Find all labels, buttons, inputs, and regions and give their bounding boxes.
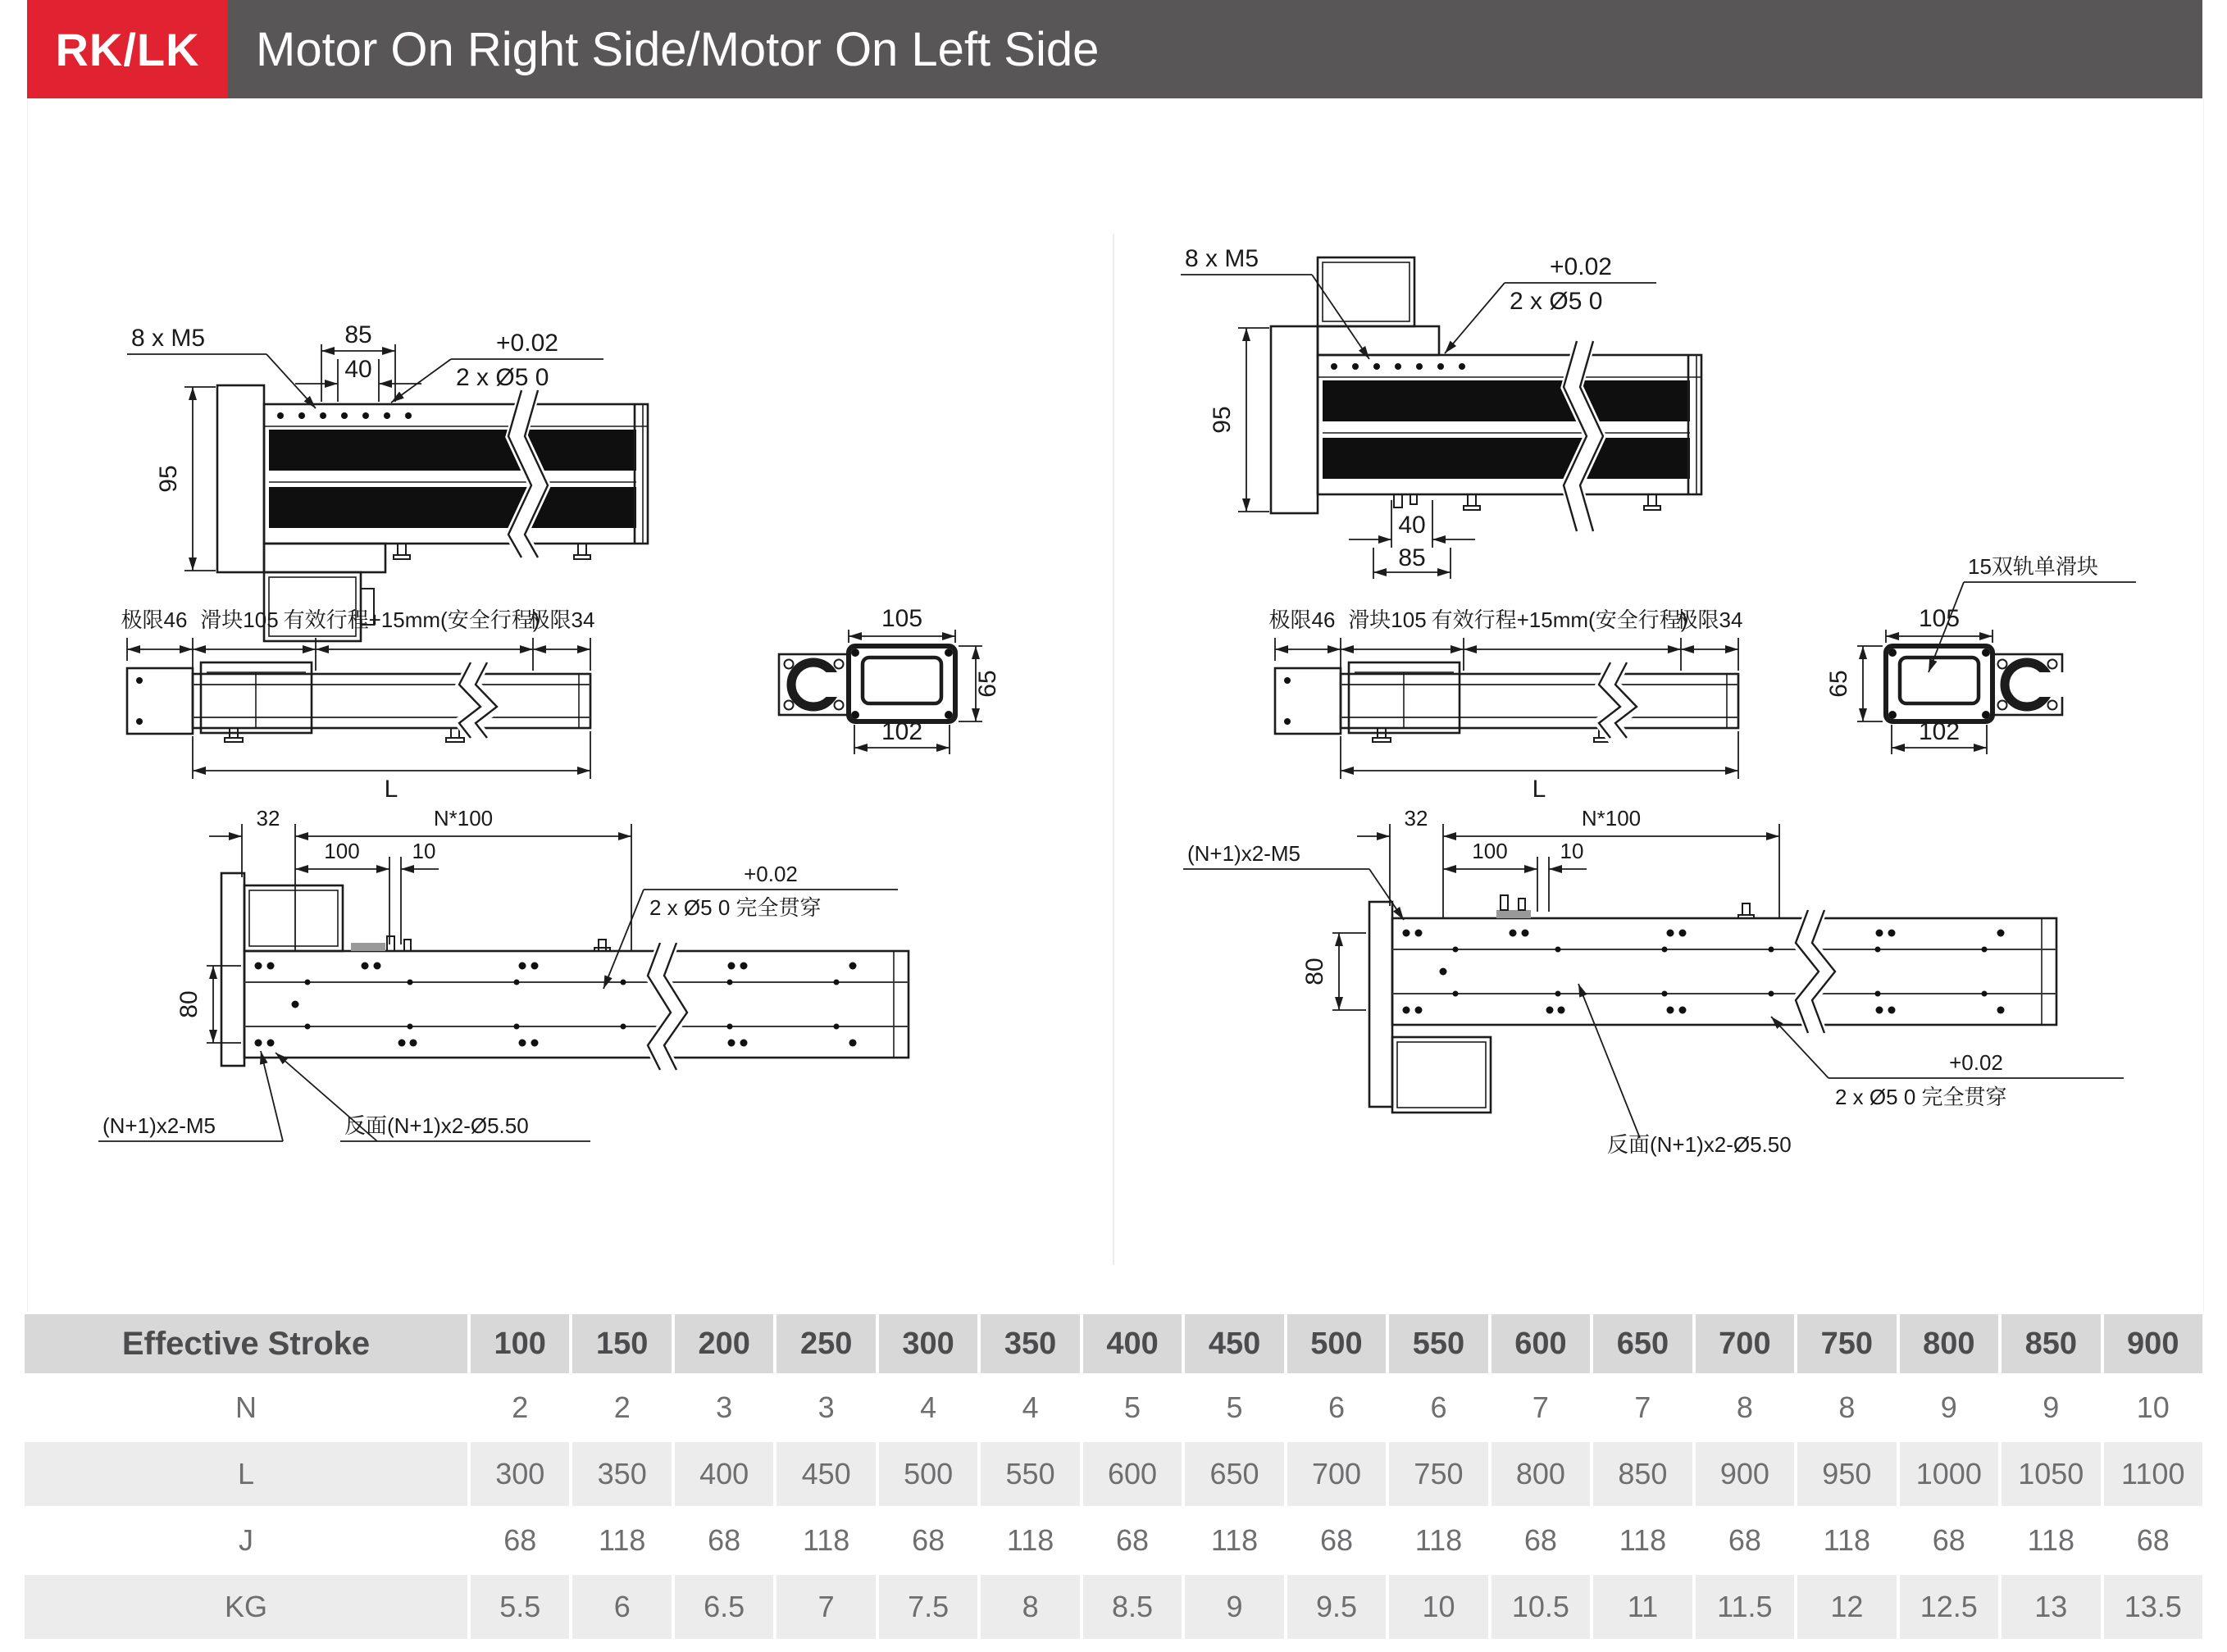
m5-holes-label: 8 x M5 [1185, 245, 1259, 272]
table-cell: 6.5 [675, 1575, 773, 1639]
stroke-header-cell: 850 [2002, 1314, 2100, 1373]
table-cell: 900 [1696, 1442, 1794, 1506]
series-badge: RK/LK [27, 0, 228, 98]
dim-65-label: 65 [1825, 670, 1852, 698]
dim-100-label: 100 [1472, 839, 1508, 863]
table-cell: 11.5 [1696, 1575, 1794, 1639]
table-cell: 5 [1083, 1376, 1182, 1440]
table-cell: 9 [2002, 1376, 2100, 1440]
dim-10-label: 10 [412, 839, 436, 863]
table-cell: 68 [879, 1509, 977, 1572]
table-cell: 6 [1389, 1376, 1487, 1440]
tolerance-label: +0.02 [496, 330, 558, 357]
row-label: J [25, 1509, 467, 1572]
table-cell: 68 [2104, 1509, 2202, 1572]
table-cell: 1050 [2002, 1442, 2100, 1506]
table-cell: 68 [1696, 1509, 1794, 1572]
cross-section [779, 605, 1001, 754]
m5-pattern-label: (N+1)x2-M5 [1187, 841, 1300, 866]
tolerance-label: +0.02 [1949, 1050, 2003, 1075]
table-cell: 1000 [1900, 1442, 1998, 1506]
table-cell: 8 [1797, 1376, 1896, 1440]
table-cell: 118 [981, 1509, 1079, 1572]
table-cell: 8 [1696, 1376, 1794, 1440]
dim-32-label: 32 [1404, 806, 1428, 831]
stroke-header-cell: 250 [776, 1314, 875, 1373]
back-holes-label: 反面(N+1)x2-Ø5.50 [344, 1113, 529, 1138]
top-view [127, 321, 648, 641]
table-cell: 118 [1593, 1509, 1692, 1572]
row-label: KG [25, 1575, 467, 1639]
table-cell: 600 [1083, 1442, 1182, 1506]
effective-stroke-label: 有效行程+15mm(安全行程) [1431, 608, 1688, 632]
dim-100-label: 100 [324, 839, 360, 863]
table-cell: 6 [572, 1575, 671, 1639]
tolerance-label: +0.02 [744, 862, 798, 886]
limit-46-label: 极限46 [121, 608, 188, 632]
mounting-view [1183, 806, 2124, 1157]
table-cell: 118 [776, 1509, 875, 1572]
stroke-header-cell: 400 [1083, 1314, 1182, 1373]
stroke-header-cell: 500 [1287, 1314, 1386, 1373]
dim-102-label: 102 [1918, 718, 1961, 745]
table-cell: 8.5 [1083, 1575, 1182, 1639]
back-holes-label: 反面(N+1)x2-Ø5.50 [1607, 1132, 1792, 1157]
table-cell: 13 [2002, 1575, 2100, 1639]
table-cell: 13.5 [2104, 1575, 2202, 1639]
side-view [121, 608, 595, 803]
dim-10-label: 10 [1560, 839, 1584, 863]
table-cell: 7 [1593, 1376, 1692, 1440]
stroke-header-cell: 450 [1185, 1314, 1283, 1373]
dowel-hole-label: 2 x Ø5 0 [1510, 288, 1603, 315]
cross-section [1825, 554, 2136, 754]
dual-rail-slider-label: 15双轨单滑块 [1968, 554, 2098, 579]
table-cell: 68 [1083, 1509, 1182, 1572]
table-cell: 7.5 [879, 1575, 977, 1639]
m5-holes-label: 8 x M5 [131, 325, 206, 352]
table-cell: 9.5 [1287, 1575, 1386, 1639]
stroke-header-cell: 100 [471, 1314, 569, 1373]
table-cell: 500 [879, 1442, 977, 1506]
table-cell: 4 [981, 1376, 1079, 1440]
table-cell: 68 [1491, 1509, 1590, 1572]
table-cell: 450 [776, 1442, 875, 1506]
dim-n100-label: N*100 [1581, 806, 1642, 831]
table-cell: 6 [1287, 1376, 1386, 1440]
dim-85-label: 85 [1398, 544, 1426, 571]
dim-105-label: 105 [1918, 605, 1961, 632]
table-cell: 118 [572, 1509, 671, 1572]
dim-L-label: L [384, 776, 398, 803]
table-cell: 5 [1185, 1376, 1283, 1440]
stroke-header-cell: 350 [981, 1314, 1079, 1373]
dim-102-label: 102 [881, 718, 923, 745]
table-cell: 118 [2002, 1509, 2100, 1572]
left-panel-technical-drawing [25, 98, 1114, 1312]
dim-n100-label: N*100 [433, 806, 494, 831]
table-cell: 68 [1900, 1509, 1998, 1572]
stroke-header-cell: 900 [2104, 1314, 2202, 1373]
table-cell: 2 [572, 1376, 671, 1440]
stroke-header-cell: 600 [1491, 1314, 1590, 1373]
dim-85-label: 85 [344, 321, 372, 348]
stroke-header-cell: 750 [1797, 1314, 1896, 1373]
table-cell: 400 [675, 1442, 773, 1506]
table-cell: 300 [471, 1442, 569, 1506]
table-cell: 2 [471, 1376, 569, 1440]
stroke-header-cell: 700 [1696, 1314, 1794, 1373]
table-cell: 118 [1185, 1509, 1283, 1572]
table-cell: 650 [1185, 1442, 1283, 1506]
effective-stroke-label: 有效行程+15mm(安全行程) [283, 608, 540, 632]
mounting-view [98, 806, 909, 1141]
row-label: N [25, 1376, 467, 1440]
dim-95-label: 95 [155, 465, 182, 493]
dim-32-label: 32 [256, 806, 280, 831]
table-cell: 10 [1389, 1575, 1487, 1639]
row-label: L [25, 1442, 467, 1506]
effective-stroke-table [25, 1314, 2202, 1639]
right-panel-technical-drawing [1115, 98, 2202, 1312]
table-cell: 350 [572, 1442, 671, 1506]
table-cell: 4 [879, 1376, 977, 1440]
stroke-header-cell: 200 [675, 1314, 773, 1373]
dim-65-label: 65 [974, 670, 1001, 698]
table-cell: 3 [776, 1376, 875, 1440]
limit-34-label: 极限34 [1676, 608, 1743, 632]
table-cell: 8 [981, 1575, 1079, 1639]
table-cell: 800 [1491, 1442, 1590, 1506]
table-cell: 750 [1389, 1442, 1487, 1506]
table-cell: 12 [1797, 1575, 1896, 1639]
dowel-hole-label: 2 x Ø5 0 [456, 364, 549, 391]
through-hole-label: 2 x Ø5 0 完全贯穿 [1835, 1085, 2007, 1109]
table-cell: 68 [471, 1509, 569, 1572]
table-cell: 5.5 [471, 1575, 569, 1639]
dim-105-label: 105 [881, 605, 923, 632]
table-cell: 700 [1287, 1442, 1386, 1506]
table-cell: 118 [1389, 1509, 1487, 1572]
table-cell: 11 [1593, 1575, 1692, 1639]
table-cell: 9 [1185, 1575, 1283, 1639]
stroke-header-cell: 550 [1389, 1314, 1487, 1373]
stroke-header-cell: 150 [572, 1314, 671, 1373]
tolerance-label: +0.02 [1550, 253, 1612, 280]
table-cell: 850 [1593, 1442, 1692, 1506]
table-cell: 3 [675, 1376, 773, 1440]
table-cell: 950 [1797, 1442, 1896, 1506]
table-cell: 7 [1491, 1376, 1590, 1440]
table-cell: 118 [1797, 1509, 1896, 1572]
table-cell: 10 [2104, 1376, 2202, 1440]
side-view [1269, 608, 1743, 803]
dim-L-label: L [1532, 776, 1546, 803]
table-cell: 9 [1900, 1376, 1998, 1440]
table-cell: 550 [981, 1442, 1079, 1506]
table-cell: 68 [1287, 1509, 1386, 1572]
table-cell: 1100 [2104, 1442, 2202, 1506]
dim-80-label: 80 [1301, 958, 1328, 985]
table-header-label: Effective Stroke [25, 1314, 467, 1373]
table-cell: 12.5 [1900, 1575, 1998, 1639]
limit-34-label: 极限34 [528, 608, 595, 632]
page-title: Motor On Right Side/Motor On Left Side [228, 0, 2202, 98]
slider-105-label: 滑块105 [1348, 608, 1427, 632]
stroke-header-cell: 650 [1593, 1314, 1692, 1373]
dim-40-label: 40 [344, 356, 372, 383]
slider-105-label: 滑块105 [200, 608, 279, 632]
stroke-header-cell: 300 [879, 1314, 977, 1373]
stroke-header-cell: 800 [1900, 1314, 1998, 1373]
top-view [1181, 245, 1701, 579]
dim-80-label: 80 [175, 990, 203, 1018]
dim-40-label: 40 [1398, 512, 1426, 539]
table-cell: 10.5 [1491, 1575, 1590, 1639]
table-cell: 7 [776, 1575, 875, 1639]
m5-pattern-label: (N+1)x2-M5 [102, 1113, 216, 1138]
limit-46-label: 极限46 [1268, 608, 1336, 632]
through-hole-label: 2 x Ø5 0 完全贯穿 [649, 895, 822, 920]
dim-95-label: 95 [1209, 406, 1236, 434]
table-cell: 68 [675, 1509, 773, 1572]
